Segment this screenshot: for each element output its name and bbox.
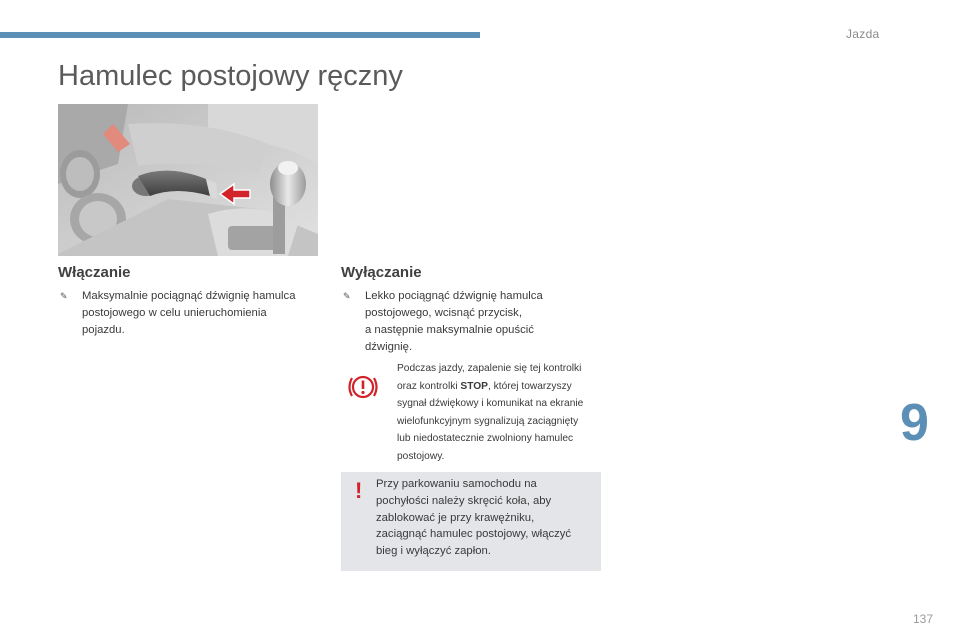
warning-text-end: , której towarzyszy sygnał dźwiękowy i komunikat na ekranie wielofunkcyjnym sygnalizują zaciągnięty lub niedostatecznie zwolniony hamulec postojowy. xyxy=(397,380,584,462)
bullet-icon: ✎ xyxy=(343,291,351,301)
engaging-heading: Włączanie xyxy=(58,264,131,281)
releasing-heading: Wyłączanie xyxy=(341,264,422,281)
section-label: Jazda xyxy=(846,27,880,41)
parking-notice-text: Przy parkowaniu samochodu na pochyłości należy skręcić koła, aby zablokować je przy krawężniku, zaciągnąć hamulec postojowy, włączyć bieg i wyłączyć zapłon. xyxy=(376,478,572,558)
brake-warning-lamp-icon xyxy=(346,372,380,402)
stop-lamp-name: STOP xyxy=(460,380,488,392)
page-title: Hamulec postojowy ręczny xyxy=(58,60,403,92)
page-number: 137 xyxy=(913,612,934,626)
bullet-icon: ✎ xyxy=(60,291,68,301)
handbrake-photo xyxy=(58,104,318,256)
engaging-text: Maksymalnie pociągnąć dźwignię hamulca postojowego w celu unieruchomienia pojazdu. xyxy=(82,290,296,336)
parking-notice-box xyxy=(341,472,601,571)
releasing-instruction xyxy=(343,288,593,356)
exclamation-icon: ! xyxy=(355,478,363,503)
releasing-text: Lekko pociągnąć dźwignię hamulca postojowego, wcisnąć przycisk, a następnie maksymalnie opuścić dźwignię. xyxy=(365,290,543,353)
warning-text-start: Podczas jazdy, zapalenie się tej kontrolki oraz kontrolki xyxy=(397,363,582,392)
header-accent-bar xyxy=(0,32,480,38)
warning-lamp-description xyxy=(397,360,612,465)
chapter-number: 9 xyxy=(900,394,929,452)
engaging-instruction xyxy=(60,288,325,339)
